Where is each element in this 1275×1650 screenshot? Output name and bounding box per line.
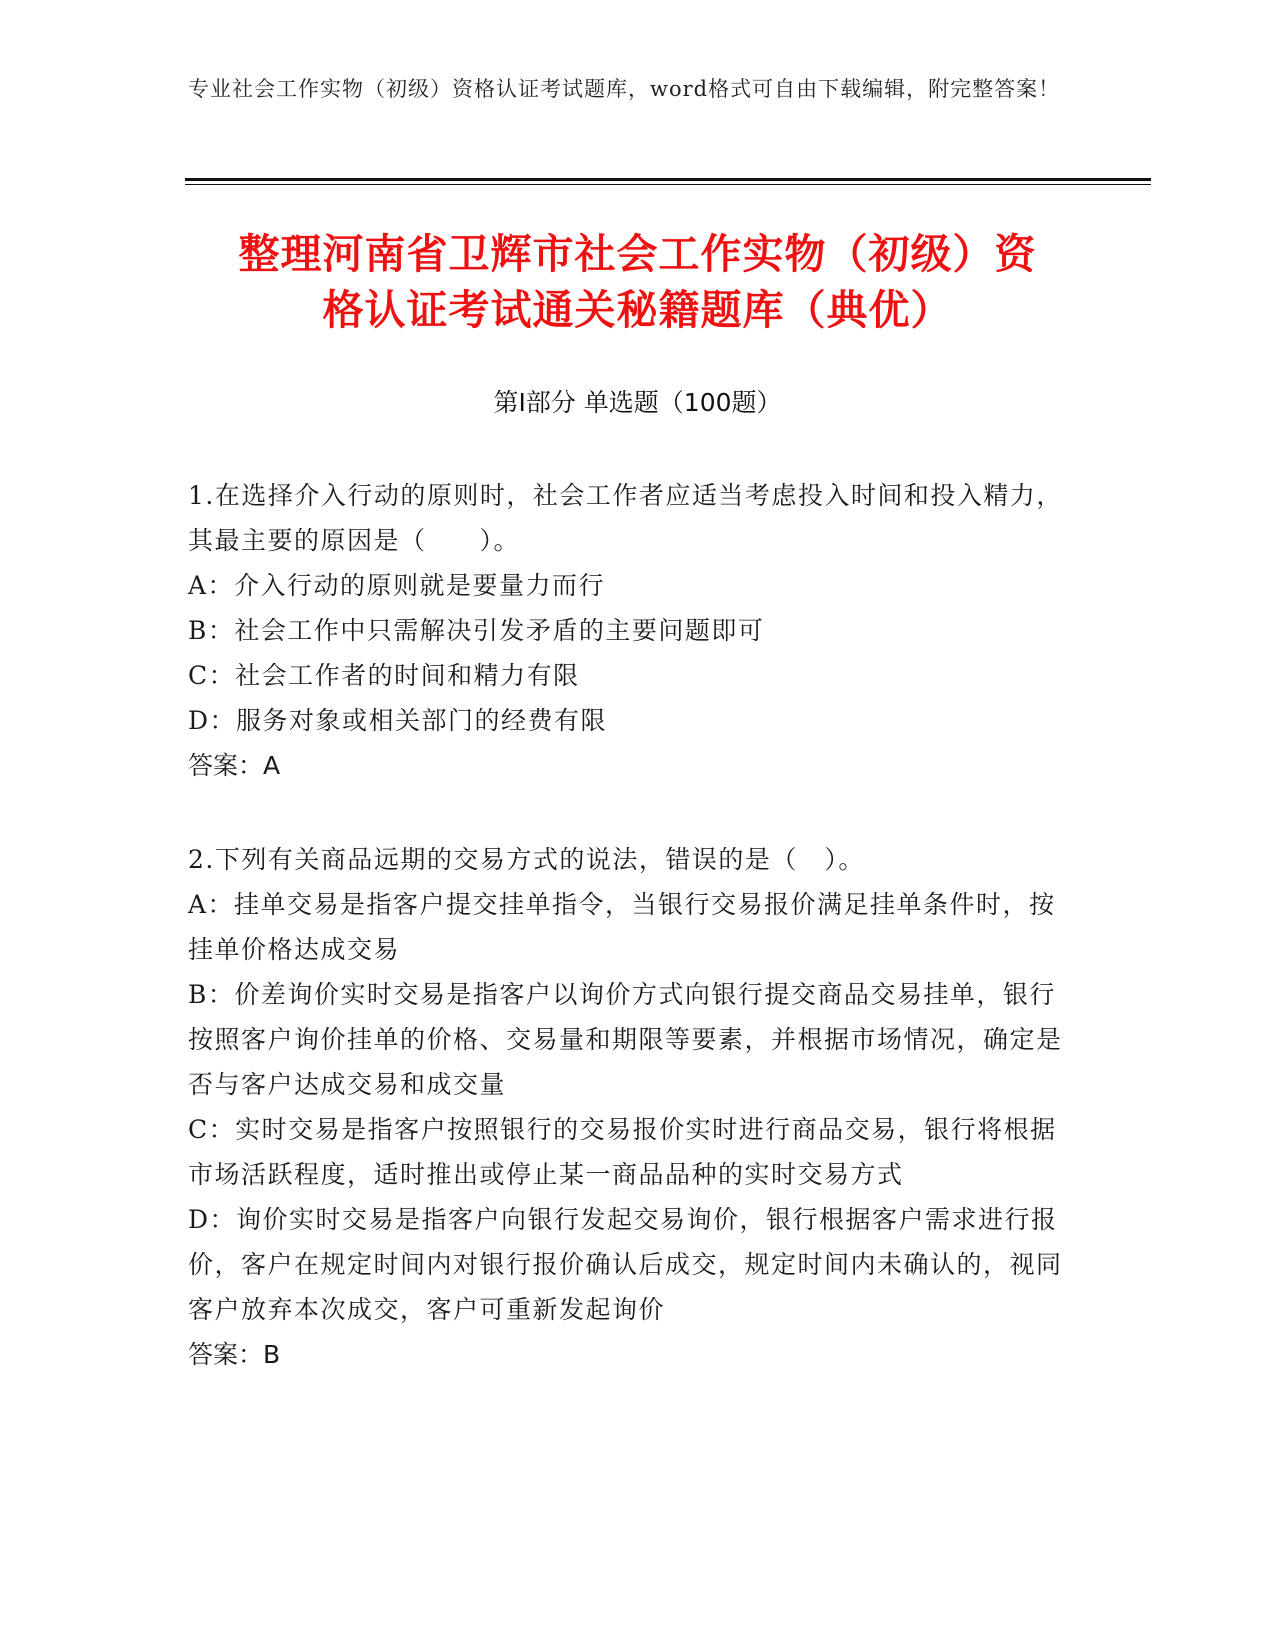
document-title-line-1: 整理河南省卫辉市社会工作实物（初级）资 [238,230,1037,278]
document-title-line-2: 格认证考试通关秘籍题库（典优） [322,286,953,334]
option-a: A：挂单交易是指客户提交挂单指令，当银行交易报价满足挂单条件时，按挂单价格达成交易 [188,890,1056,964]
question-stem: 2.下列有关商品远期的交易方式的说法，错误的是（ ）。 [188,845,865,874]
question-2 [188,837,1068,1377]
option-c: C：实时交易是指客户按照银行的交易报价实时进行商品交易，银行将根据市场活跃程度，适时推出或停止某一商品品种的实时交易方式 [188,1115,1057,1189]
option-d: D：询价实时交易是指客户向银行发起交易询价，银行根据客户需求进行报价，客户在规定时间内对银行报价确认后成交，规定时间内未确认的，视同客户放弃本次成交，客户可重新发起询价 [188,1205,1063,1324]
section-heading: 第Ⅰ部分 单选题（100题） [493,388,782,417]
option-b: B：社会工作中只需解决引发矛盾的主要问题即可 [188,616,765,645]
option-c: C：社会工作者的时间和精力有限 [188,661,580,690]
question-1 [188,473,1068,788]
option-b: B：价差询价实时交易是指客户以询价方式向银行提交商品交易挂单，银行按照客户询价挂单的价格、交易量和期限等要素，并根据市场情况，确定是否与客户达成交易和成交量 [188,980,1063,1099]
header-note: 专业社会工作实物（初级）资格认证考试题库，word格式可自由下载编辑，附完整答案！ [188,77,1061,101]
document-title [180,226,1095,338]
answer-key: 答案：A [188,751,281,780]
option-d: D：服务对象或相关部门的经费有限 [188,706,608,735]
header-divider-thin [185,184,1151,185]
header-divider-thick [185,178,1151,181]
answer-key: 答案：B [188,1340,281,1369]
option-a: A：介入行动的原则就是要量力而行 [188,571,606,600]
question-stem: 1.在选择介入行动的原则时，社会工作者应适当考虑投入时间和投入精力，其最主要的原因是（ ）。 [188,481,1063,555]
